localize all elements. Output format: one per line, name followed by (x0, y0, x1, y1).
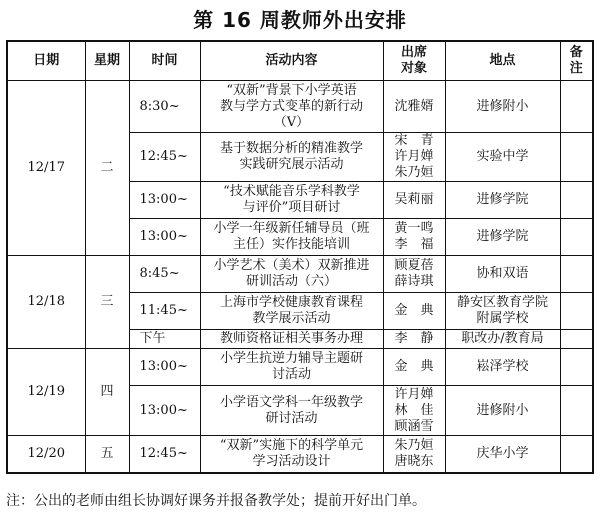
header-date: 日期 (7, 41, 85, 81)
time-cell: 13:00~ (129, 182, 200, 219)
activity-cell: 上海市学校健康教育课程 教学展示活动 (200, 293, 383, 330)
activity-cell: 小学一年级新任辅导员（班 主任）实作技能培训 (200, 219, 383, 256)
remark-cell (560, 182, 593, 219)
attendees-cell: 宋 青 许月婵 朱乃姮 (383, 133, 445, 182)
location-cell: 进修学院 (445, 182, 560, 219)
activity-cell: “双新”背景下小学英语 教与学方式变革的新行动 （V） (200, 81, 383, 133)
table-row (7, 256, 593, 293)
location-cell: 进修附小 (445, 81, 560, 133)
time-cell: 下午 (129, 330, 200, 349)
header-remark: 备 注 (560, 41, 593, 81)
table-row (7, 81, 593, 133)
remark-cell (560, 293, 593, 330)
time-cell: 11:45~ (129, 293, 200, 330)
time-cell: 12:45~ (129, 133, 200, 182)
date-cell: 12/19 (7, 349, 85, 436)
attendees-cell: 黄一鸣 李 福 (383, 219, 445, 256)
header-attendees: 出席 对象 (383, 41, 445, 81)
attendees-cell: 金 典 (383, 293, 445, 330)
table-row (7, 349, 593, 386)
location-cell: 进修附小 (445, 386, 560, 436)
time-cell: 13:00~ (129, 349, 200, 386)
header-location: 地点 (445, 41, 560, 81)
weekday-cell: 五 (85, 436, 129, 473)
table-row (7, 436, 593, 473)
weekday-cell: 四 (85, 349, 129, 436)
activity-cell: 小学语文学科一年级教学 研讨活动 (200, 386, 383, 436)
location-cell: 进修学院 (445, 219, 560, 256)
schedule-table (6, 40, 594, 474)
date-cell: 12/18 (7, 256, 85, 349)
header-activity: 活动内容 (200, 41, 383, 81)
time-cell: 12:45~ (129, 436, 200, 473)
location-cell: 协和双语 (445, 256, 560, 293)
header-weekday: 星期 (85, 41, 129, 81)
remark-cell (560, 436, 593, 473)
location-cell: 静安区教育学院 附属学校 (445, 293, 560, 330)
location-cell: 庆华小学 (445, 436, 560, 473)
activity-cell: 基于数据分析的精准教学 实践研究展示活动 (200, 133, 383, 182)
location-cell: 崧泽学校 (445, 349, 560, 386)
attendees-cell: 许月婵 林 佳 顾涵雪 (383, 386, 445, 436)
remark-cell (560, 219, 593, 256)
activity-cell: 小学生抗逆力辅导主题研 讨活动 (200, 349, 383, 386)
attendees-cell: 顾夏蓓 薛诗琪 (383, 256, 445, 293)
date-cell: 12/20 (7, 436, 85, 473)
activity-cell: 教师资格证相关事务办理 (200, 330, 383, 349)
activity-cell: “双新”实施下的科学单元 学习活动设计 (200, 436, 383, 473)
attendees-cell: 李 静 (383, 330, 445, 349)
remark-cell (560, 256, 593, 293)
remark-cell (560, 349, 593, 386)
attendees-cell: 金 典 (383, 349, 445, 386)
weekday-cell: 三 (85, 256, 129, 349)
activity-cell: “技术赋能音乐学科教学 与评价”项目研讨 (200, 182, 383, 219)
attendees-cell: 朱乃姮 唐晓东 (383, 436, 445, 473)
date-cell: 12/17 (7, 81, 85, 256)
header-row (7, 41, 593, 81)
location-cell: 职改办/教育局 (445, 330, 560, 349)
header-time: 时间 (129, 41, 200, 81)
time-cell: 13:00~ (129, 386, 200, 436)
time-cell: 8:30~ (129, 81, 200, 133)
remark-cell (560, 133, 593, 182)
attendees-cell: 吴莉丽 (383, 182, 445, 219)
activity-cell: 小学艺术（美术）双新推进 研训活动（六） (200, 256, 383, 293)
weekday-cell: 二 (85, 81, 129, 256)
schedule-body (7, 81, 593, 473)
location-cell: 实验中学 (445, 133, 560, 182)
attendees-cell: 沈雅婿 (383, 81, 445, 133)
remark-cell (560, 81, 593, 133)
time-cell: 13:00~ (129, 219, 200, 256)
remark-cell (560, 330, 593, 349)
remark-cell (560, 386, 593, 436)
page-title: 第 16 周教师外出安排 (193, 8, 407, 32)
footnote: 注：公出的老师由组长协调好课务并报备教学处；提前开好出门单。 (6, 493, 426, 509)
time-cell: 8:45~ (129, 256, 200, 293)
